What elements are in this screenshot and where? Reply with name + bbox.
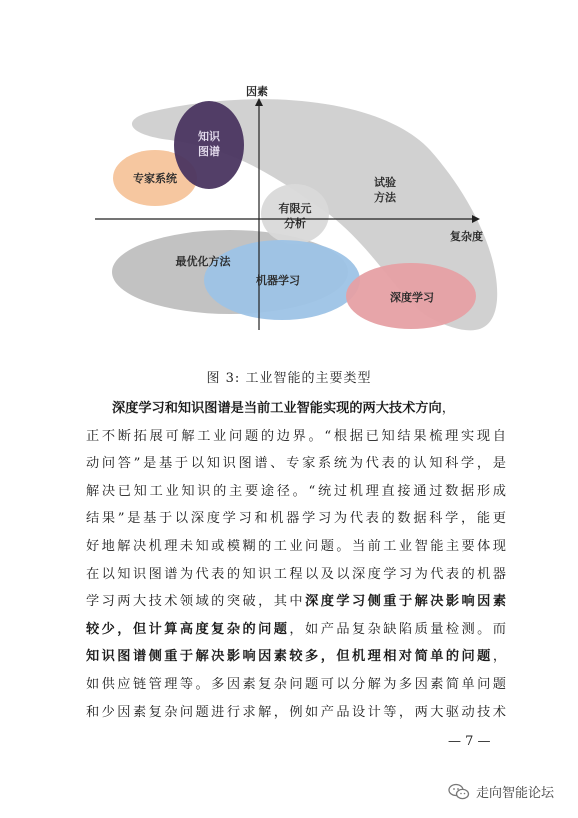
text-segment: 结果”是基于以深度学习和机器学习为代表的数据科学，能更	[86, 511, 506, 527]
text-segment: ，	[492, 649, 506, 665]
body-paragraph	[86, 395, 506, 726]
text-line	[86, 478, 506, 506]
industrial-intelligence-diagram	[0, 0, 578, 360]
text-segment: ，	[441, 401, 455, 416]
page-number: — 7 —	[448, 734, 491, 749]
text-line	[86, 423, 506, 451]
label-knowledge-graph: 知识图谱	[198, 130, 220, 158]
bold-text: 知识图谱侧重于解决影响因素较多，但机理相对简单的问题	[86, 649, 493, 665]
text-line	[86, 616, 506, 644]
bold-text: 深度学习和知识图谱是当前工业智能实现的两大技术方向	[112, 401, 442, 416]
label-expert-system: 专家系统	[133, 172, 177, 185]
figure-caption: 图 3: 工业智能的主要类型	[206, 371, 372, 386]
text-segment: 学习两大技术领域的突破，其中	[86, 594, 306, 610]
watermark-text: 走向智能论坛	[476, 786, 555, 801]
label-optimization: 最优化方法	[175, 255, 231, 268]
text-line	[86, 395, 506, 423]
text-segment: 正不断拓展可解工业问题的边界。“根据已知结果梳理实现自	[86, 428, 506, 444]
text-segment: 和少因素复杂问题进行求解，例如产品设计等，两大驱动技术	[86, 704, 506, 720]
text-segment: 动问答”是基于以知识图谱、专家系统为代表的认知科学，是	[86, 456, 506, 472]
label-finite-element: 有限元分析	[278, 202, 312, 230]
label-experiment: 试验方法	[374, 176, 396, 204]
text-segment: ，如产品复杂缺陷质量检测。而	[289, 621, 506, 637]
text-line	[86, 450, 506, 478]
x-axis-label: 复杂度	[450, 230, 483, 243]
text-line	[86, 699, 506, 727]
text-segment: 解决已知工业知识的主要途径。“统过机理直接通过数据形成	[86, 483, 506, 499]
text-line	[86, 505, 506, 533]
watermark	[448, 782, 554, 801]
wechat-icon	[448, 783, 470, 801]
text-line	[86, 643, 506, 671]
label-deep-learning: 深度学习	[390, 291, 434, 304]
text-segment: 如供应链管理等。多因素复杂问题可以分解为多因素简单问题	[86, 676, 506, 692]
y-axis-label: 因素	[246, 85, 268, 98]
label-machine-learning: 机器学习	[256, 274, 300, 287]
bold-text: 较少，但计算高度复杂的问题	[86, 621, 290, 637]
text-line	[86, 588, 506, 616]
text-line	[86, 561, 506, 589]
text-line	[86, 533, 506, 561]
text-segment: 好地解决机理未知或模糊的工业问题。当前工业智能主要体现	[86, 538, 506, 554]
bold-text: 深度学习侧重于解决影响因素	[305, 594, 506, 610]
text-line	[86, 671, 506, 699]
text-segment: 在以知识图谱为代表的知识工程以及以深度学习为代表的机器	[86, 566, 506, 582]
